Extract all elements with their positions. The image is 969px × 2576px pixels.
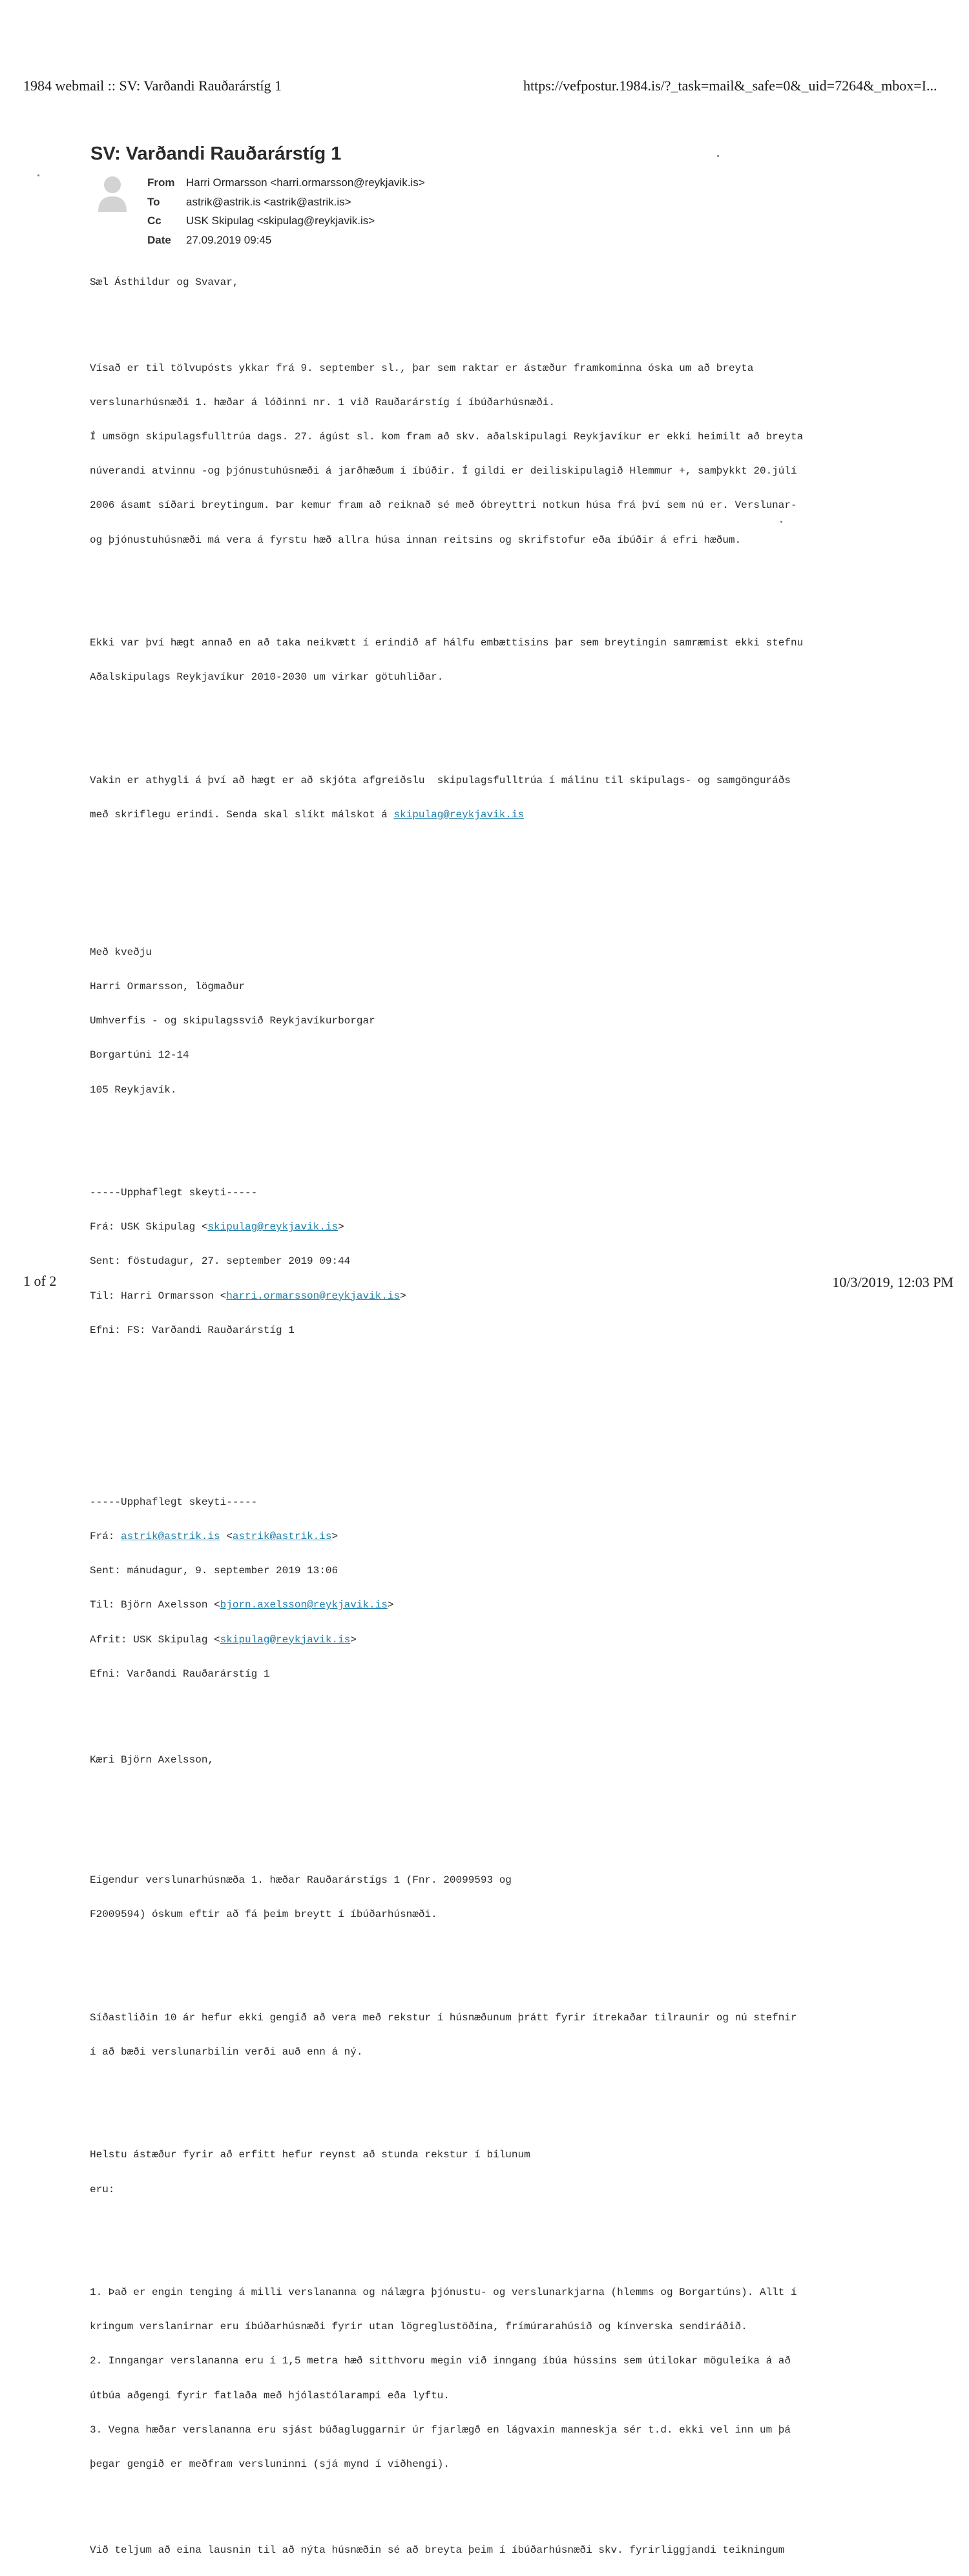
to-value[interactable]: astrik@astrik.is <astrik@astrik.is> xyxy=(186,195,351,208)
header-to xyxy=(147,193,425,212)
original-last-line: Við teljum að eina lausnin til að nýta húsnæðin sé að breyta þeim í íbúðarhúsnæði skv. fyrirliggjandi teikningum xyxy=(90,2544,785,2556)
text-span: með skriflegu erindi. Senda skal slíkt málskot á xyxy=(90,809,394,821)
body-line: verslunarhúsnæði 1. hæðar á lóðinni nr. 1 við Rauðarárstíg í íbúðarhúsnæði. xyxy=(90,396,556,408)
body-line: Vakin er athygli á því að hægt er að skjóta afgreiðslu skipulagsfulltrúa í málinu til skipulags- og samgönguráðs xyxy=(90,774,791,786)
body-line: Eigendur verslunarhúsnæða 1. hæðar Rauðarárstígs 1 (Fnr. 20099593 og xyxy=(90,1874,512,1886)
cc-label: Cc xyxy=(147,215,162,227)
email-headers xyxy=(147,173,425,249)
forwarded-message-2 xyxy=(90,1476,891,1700)
body-line: Helstu ástæður fyrir að erfitt hefur reynst að stunda rekstur í bilunum xyxy=(90,2149,530,2161)
list-line: útbúa aðgengi fyrir fatlaða með hjólastólarampi eða lyftu. xyxy=(90,2389,450,2402)
text-span: > xyxy=(331,1530,339,1542)
from-label: From xyxy=(147,176,175,189)
sender-avatar-icon xyxy=(97,174,128,213)
email-subject: SV: Varðandi Rauðarárstíg 1 xyxy=(90,143,342,164)
body-line xyxy=(90,806,891,824)
forward-header: -----Upphaflegt skeyti----- xyxy=(90,1496,258,1508)
forward-sent: Sent: föstudagur, 27. september 2019 09:44 xyxy=(90,1255,351,1268)
text-span: Frá: xyxy=(90,1530,121,1542)
forward-from xyxy=(90,1528,891,1545)
forward-to xyxy=(90,1288,891,1305)
text-span: > xyxy=(387,1599,394,1611)
body-line: F2009594) óskum eftir að fá þeim breytt í íbúðarhúsnæði. xyxy=(90,1909,437,1920)
email-link[interactable]: bjorn.axelsson@reykjavik.is xyxy=(220,1599,388,1611)
paragraph-1 xyxy=(90,342,891,566)
forward-from xyxy=(90,1219,891,1236)
body-line: Aðalskipulags Reykjavíkur 2010-2030 um virkar götuhliðar. xyxy=(90,671,444,684)
body-line: núverandi atvinnu -og þjónustuhúsnæði á jarðhæðum í íbúðir. Í gildi er deiliskipulagið Hlemmur +, samþykkt 20.júlí xyxy=(90,465,797,477)
body-line: Síðastliðin 10 ár hefur ekki gengið að vera með rekstur í húsnæðunum þrátt fyrir ítrekaðar tilraunir og nú stefnir xyxy=(90,2011,797,2024)
signature xyxy=(90,927,891,1116)
email-link[interactable]: skipulag@reykjavik.is xyxy=(220,1633,351,1646)
list-line: 3. Vegna hæðar verslananna eru sjást búðagluggarnir úr fjarlægð en lágvaxin manneskja sér t.d. ekki vel inn um þá xyxy=(90,2424,791,2436)
body-line: Ekki var því hægt annað en að taka neikvætt í erindið af hálfu embættisins þar sem breytingin samræmist ekki stefnu xyxy=(90,637,804,649)
cc-value[interactable]: USK Skipulag <skipulag@reykjavik.is> xyxy=(186,215,375,227)
email-link[interactable]: harri.ormarsson@reykjavik.is xyxy=(226,1290,401,1302)
header-date xyxy=(147,231,425,250)
forward-header: -----Upphaflegt skeyti----- xyxy=(90,1187,258,1199)
scan-speck xyxy=(717,155,719,157)
list-line: 1. Það er engin tenging á milli verslananna og nálægra þjónustu- og verslunarkjarna (hlemms og Borgartúns). Allt í xyxy=(90,2287,797,2299)
greeting: Sæl Ásthildur og Svavar, xyxy=(90,276,239,288)
forward-subject: Efni: FS: Varðandi Rauðarárstíg 1 xyxy=(90,1324,295,1336)
forward-to xyxy=(90,1597,891,1614)
scan-speck xyxy=(780,521,782,523)
original-paragraph-3 xyxy=(90,2130,891,2215)
text-span: Afrit: USK Skipulag < xyxy=(90,1633,220,1646)
signature-line: 105 Reykjavík. xyxy=(90,1084,177,1096)
original-greeting: Kæri Björn Axelsson, xyxy=(90,1754,214,1766)
forward-sent: Sent: mánudagur, 9. september 2019 13:06 xyxy=(90,1565,339,1577)
text-span: > xyxy=(338,1221,344,1233)
email-body xyxy=(90,257,891,2576)
signature-line: Borgartúni 12-14 xyxy=(90,1049,189,1062)
original-list xyxy=(90,2267,891,2490)
header-from xyxy=(147,173,425,193)
list-line: kringum verslanirnar eru íbúðarhúsnæði fyrir utan lögreglustöðina, frímúrarahúsið og kínverska sendiráðið. xyxy=(90,2321,747,2333)
paragraph-2 xyxy=(90,617,891,703)
forward-subject: Efni: Varðandi Rauðarárstíg 1 xyxy=(90,1668,270,1680)
email-link[interactable]: skipulag@reykjavik.is xyxy=(207,1221,339,1233)
paragraph-3 xyxy=(90,755,891,841)
date-label: Date xyxy=(147,233,171,246)
text-span: Frá: USK Skipulag < xyxy=(90,1221,208,1233)
forward-cc xyxy=(90,1631,891,1649)
body-line: eru: xyxy=(90,2183,115,2195)
list-line: þegar gengið er meðfram versluninni (sjá mynd í viðhengi). xyxy=(90,2458,450,2470)
forwarded-message-1 xyxy=(90,1167,891,1356)
header-cc xyxy=(147,211,425,231)
list-line: 2. Inngangar verslananna eru í 1,5 metra hæð sitthvoru megin við inngang íbúa hússins sem útilokar möguleika á að xyxy=(90,2355,791,2367)
print-footer-page: 1 of 2 xyxy=(23,1273,57,1289)
body-line: í að bæði verslunarbilin verði auð enn á ný. xyxy=(90,2046,363,2058)
print-footer-datetime: 10/3/2019, 12:03 PM xyxy=(832,1274,953,1290)
body-line: Í umsögn skipulagsfulltrúa dags. 27. ágúst sl. kom fram að skv. aðalskipulagi Reykjavíkur er ekki heimilt að breyta xyxy=(90,430,804,443)
text-span: Til: Björn Axelsson < xyxy=(90,1599,220,1611)
text-span: < xyxy=(220,1530,233,1542)
body-line: og þjónustuhúsnæði má vera á fyrstu hæð allra húsa innan reitsins og skrifstofur eða íbúðir á efri hæðum. xyxy=(90,534,742,546)
original-paragraph-2 xyxy=(90,1992,891,2078)
signature-line: Umhverfis - og skipulagssvið Reykjavíkurborgar xyxy=(90,1015,375,1027)
date-value: 27.09.2019 09:45 xyxy=(186,233,272,246)
email-link[interactable]: skipulag@reykjavik.is xyxy=(393,809,525,821)
original-paragraph-1 xyxy=(90,1854,891,1940)
text-span: Til: Harri Ormarsson < xyxy=(90,1290,227,1302)
text-span: > xyxy=(400,1290,406,1302)
to-label: To xyxy=(147,195,160,208)
signature-line: Harri Ormarsson, lögmaður xyxy=(90,980,245,992)
body-line: Vísað er til tölvupósts ykkar frá 9. september sl., þar sem raktar er ástæður framkominna óska um að breyta xyxy=(90,362,754,374)
text-span: > xyxy=(350,1633,357,1646)
email-link[interactable]: astrik@astrik.is xyxy=(121,1530,220,1542)
print-header-title: 1984 webmail :: SV: Varðandi Rauðarárstíg 1 xyxy=(23,78,282,94)
print-header-url: https://vefpostur.1984.is/?_task=mail&_safe=0&_uid=7264&_mbox=I... xyxy=(523,78,937,94)
signature-line: Með kveðju xyxy=(90,946,152,958)
scan-speck xyxy=(37,174,39,176)
body-line: 2006 ásamt síðari breytingum. Þar kemur fram að reiknað sé með óbreyttri notkun húsa frá því sem nú er. Verslunar- xyxy=(90,499,797,512)
email-link[interactable]: astrik@astrik.is xyxy=(232,1530,332,1542)
from-value[interactable]: Harri Ormarsson <harri.ormarsson@reykjavik.is> xyxy=(186,176,425,189)
